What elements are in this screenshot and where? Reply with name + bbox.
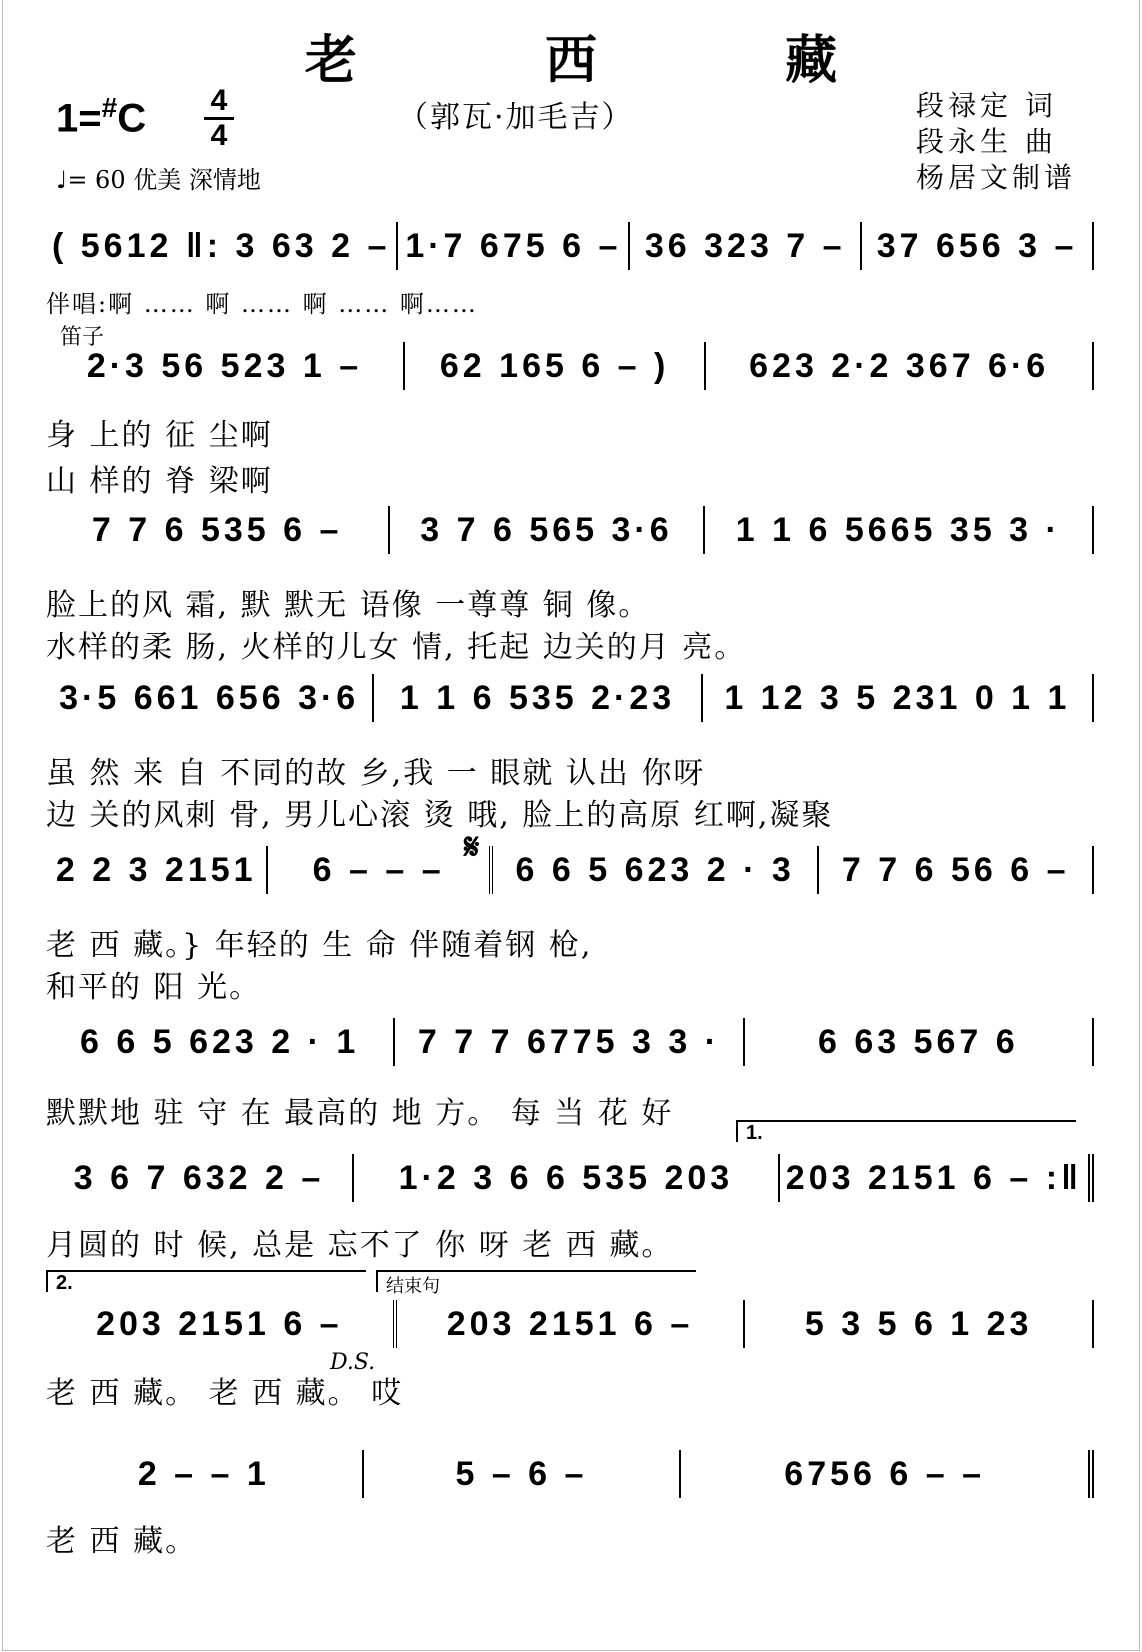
lyric-line: 和平的 阳 光。 xyxy=(46,970,262,1005)
measure: 1 1 6 5665 35 3 · xyxy=(705,506,1094,554)
tempo-marking: ♩= 60 优美 深情地 xyxy=(56,166,261,194)
key-label: 1= xyxy=(56,96,102,141)
key-note: C xyxy=(117,96,147,141)
lyric-line: 边 关的风刺 骨, 男儿心滚 烫 哦, 脸上的高原 红啊,凝聚 xyxy=(46,798,834,833)
measure: 7 7 7 6775 3 3 · xyxy=(395,1018,744,1066)
measure: 6 – – – xyxy=(266,846,492,894)
lyric-line: 老 西 藏。 老 西 藏。 哎 xyxy=(46,1376,404,1411)
measure: 6 63 567 6 xyxy=(745,1018,1094,1066)
measure: 5 – 6 – xyxy=(364,1450,682,1498)
segno-sign: 𝄋 xyxy=(464,826,480,868)
instrument-label: 笛子 xyxy=(60,325,105,350)
subtitle: （郭瓦·加毛吉） xyxy=(398,100,634,135)
measure: 62 165 6 – ) xyxy=(405,342,706,390)
lyric-line: 水样的柔 肠, 火样的儿女 情, 托起 边关的月 亮。 xyxy=(46,630,747,665)
measure: 203 2151 6 – xyxy=(46,1300,397,1348)
measure: 3 6 7 632 2 – xyxy=(46,1154,354,1202)
key-signature xyxy=(56,92,146,141)
measure: 6 6 5 623 2 · 1 xyxy=(46,1018,395,1066)
lyric-line: 伴唱:啊 …… 啊 …… 啊 …… 啊…… xyxy=(46,290,478,318)
dal-segno-marking: D.S. xyxy=(330,1350,376,1375)
measure: 3·5 661 656 3·6 xyxy=(46,674,374,722)
measure: 2 – – 1 xyxy=(46,1450,364,1498)
sharp-sign: # xyxy=(101,92,118,123)
lyric-line: 山 样的 脊 梁啊 xyxy=(46,464,273,499)
measure: 1 1 6 535 2·23 xyxy=(374,674,702,722)
measure: 1·7 675 6 – xyxy=(398,222,630,270)
song-title: 老 西 藏 xyxy=(304,30,923,91)
measure: 6 6 5 623 2 · 3 xyxy=(493,846,820,894)
measure: 3 7 6 565 3·6 xyxy=(390,506,704,554)
measure: 37 656 3 – xyxy=(862,222,1094,270)
measure: 1·2 3 6 6 535 203 xyxy=(354,1154,780,1202)
measure: 7 7 6 56 6 – xyxy=(819,846,1094,894)
time-bottom: 4 xyxy=(210,119,228,152)
measure: ( 5612 ‖: 3 63 2 – xyxy=(46,222,398,270)
lyric-line: 老 西 藏。 xyxy=(46,1524,198,1559)
lyric-line: 身 上的 征 尘啊 xyxy=(46,418,273,453)
first-ending-bracket: 1. xyxy=(736,1120,1076,1142)
measure: 1 12 3 5 231 0 1 1 xyxy=(703,674,1094,722)
measure: 36 323 7 – xyxy=(630,222,862,270)
measure: 6756 6 – – xyxy=(681,1450,1094,1498)
lyric-line: 脸上的风 霜, 默 默无 语像 一尊尊 铜 像。 xyxy=(46,588,651,623)
time-signature xyxy=(204,86,234,151)
measure: 623 2·2 367 6·6 xyxy=(706,342,1094,390)
ending-phrase-label: 结束句 xyxy=(376,1270,696,1292)
arranger-credit: 杨居文制谱 xyxy=(915,161,1076,194)
measure: 5 3 5 6 1 23 xyxy=(745,1300,1094,1348)
measure: 203 2151 6 – :‖ xyxy=(780,1154,1094,1202)
measure: 7 7 6 535 6 – xyxy=(46,506,390,554)
measure: 2·3 56 523 1 – xyxy=(46,342,405,390)
measure: 203 2151 6 – xyxy=(397,1300,746,1348)
measure: 2 2 3 2151 xyxy=(55,850,257,889)
lyricist-credit: 段禄定 词 xyxy=(915,89,1057,122)
lyric-line: 默默地 驻 守 在 最高的 地 方。 每 当 花 好 xyxy=(46,1096,674,1131)
lyric-line: 老 西 藏。} 年轻的 生 命 伴随着钢 枪, xyxy=(46,928,593,963)
lyric-line: 月圆的 时 候, 总是 忘不了 你 呀 老 西 藏。 xyxy=(46,1228,674,1263)
credits xyxy=(916,88,1076,196)
time-top: 4 xyxy=(210,84,228,117)
lyric-line: 虽 然 来 自 不同的故 乡,我 一 眼就 认出 你呀 xyxy=(46,756,706,791)
second-ending-bracket: 2. xyxy=(46,1270,366,1292)
composer-credit: 段永生 曲 xyxy=(915,125,1057,158)
